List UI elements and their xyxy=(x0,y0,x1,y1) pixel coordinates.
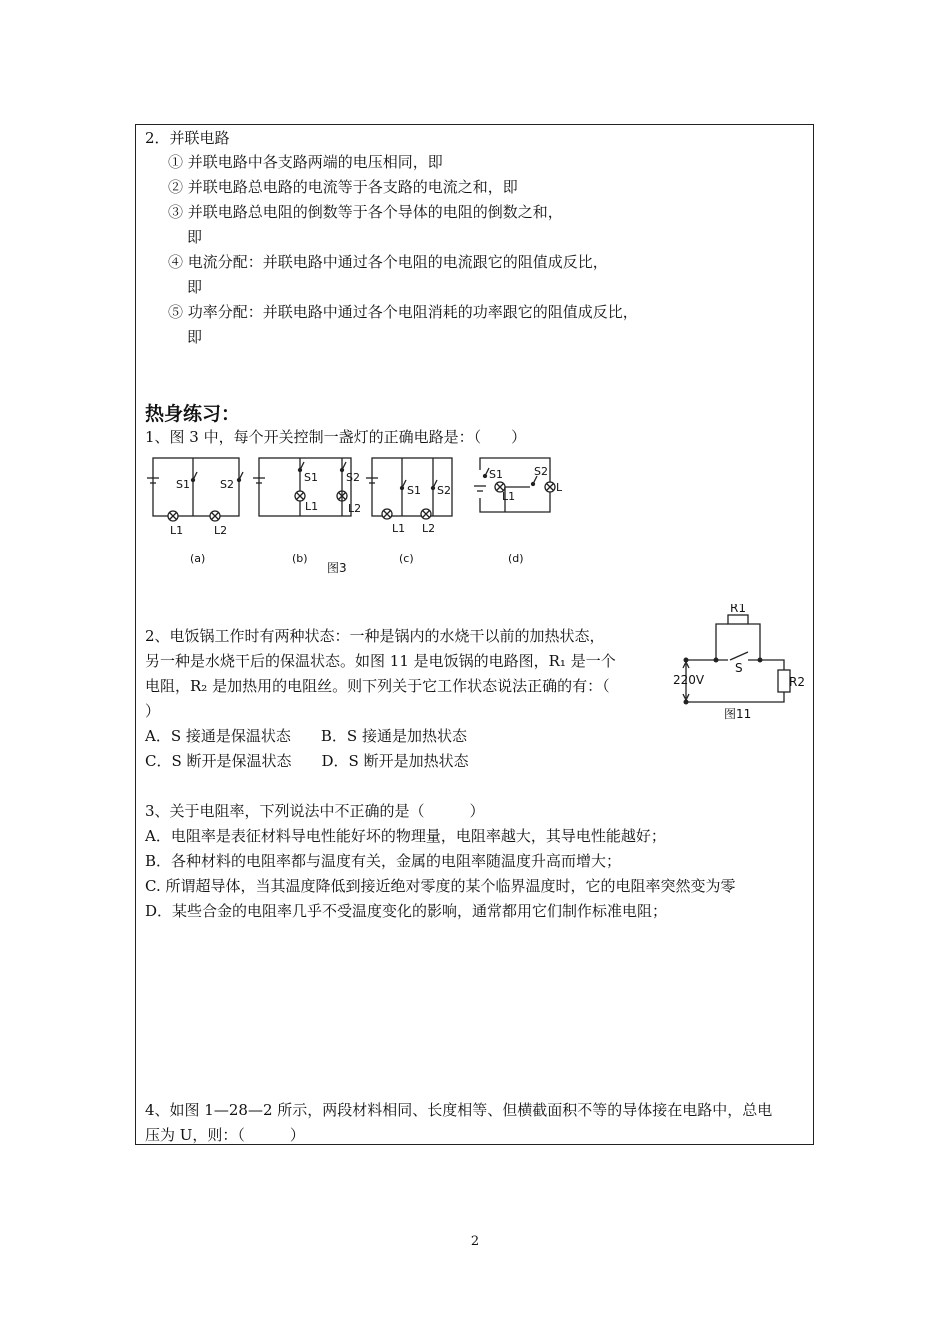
sub-label-c: (c) xyxy=(399,552,414,565)
question-2-line: 另一种是水烧干后的保温状态。如图 11 是电饭锅的电路图，R₁ 是一个 xyxy=(145,652,616,670)
label-s1: S1 xyxy=(407,484,421,497)
label-s2: S2 xyxy=(220,478,234,491)
list-item-continuation: 即 xyxy=(187,228,203,246)
label-l1: L1 xyxy=(502,490,516,503)
sub-label-d: (d) xyxy=(508,552,524,565)
list-item: ⑤ 功率分配：并联电路中通过各个电阻消耗的功率跟它的阻值成反比， xyxy=(168,303,638,321)
label-s2: S2 xyxy=(346,471,360,484)
question-2-line: 电阻，R₂ 是加热用的电阻丝。则下列关于它工作状态说法正确的有：（ xyxy=(145,677,610,695)
question-4-line: 压为 U，则：（ ） xyxy=(145,1126,305,1144)
figure-caption: 图3 xyxy=(327,561,347,575)
list-item-continuation: 即 xyxy=(187,278,203,296)
question-1: 1、图 3 中，每个开关控制一盏灯的正确电路是：（ ） xyxy=(145,428,527,446)
list-item-continuation: 即 xyxy=(187,328,203,346)
option-row: C. 所谓超导体，当其温度降低到接近绝对零度的某个临界温度时，它的电阻率突然变为零 xyxy=(145,877,736,895)
figure-11-circuit xyxy=(668,604,813,724)
option-row: A．S 接通是保温状态 B．S 接通是加热状态 xyxy=(145,727,467,745)
figure-caption: 图11 xyxy=(724,707,752,721)
question-2-line: ） xyxy=(145,702,161,720)
label-s1: S1 xyxy=(489,468,503,481)
label-l1: L1 xyxy=(170,524,184,537)
sub-label-b: (b) xyxy=(292,552,308,565)
list-item: ③ 并联电路总电阻的倒数等于各个导体的电阻的倒数之和， xyxy=(168,203,563,221)
label-r1: R1 xyxy=(730,604,746,615)
label-r2: R2 xyxy=(789,675,805,689)
label-l: L xyxy=(556,481,563,494)
sub-label-a: (a) xyxy=(190,552,206,565)
label-l2: L2 xyxy=(348,502,362,515)
label-l2: L2 xyxy=(422,522,436,535)
label-s2: S2 xyxy=(534,465,548,478)
question-3: 3、关于电阻率，下列说法中不正确的是（ ） xyxy=(145,802,485,820)
label-switch: S xyxy=(735,661,743,675)
section-title: 2．并联电路 xyxy=(145,129,230,147)
option-row: B．各种材料的电阻率都与温度有关，金属的电阻率随温度升高而增大； xyxy=(145,852,622,870)
page-number: 2 xyxy=(470,1234,480,1249)
label-voltage: 220V xyxy=(673,673,705,687)
warmup-heading: 热身练习： xyxy=(145,403,241,425)
label-s2: S2 xyxy=(437,484,451,497)
option-row: D．某些合金的电阻率几乎不受温度变化的影响，通常都用它们制作标准电阻； xyxy=(145,902,668,920)
option-row: A．电阻率是表征材料导电性能好坏的物理量，电阻率越大，其导电性能越好； xyxy=(145,827,666,845)
label-l1: L1 xyxy=(305,500,319,513)
option-row: C．S 断开是保温状态 D．S 断开是加热状态 xyxy=(145,752,469,770)
question-4-line: 4、如图 1—28—2 所示，两段材料相同、长度相等、但横截面积不等的导体接在电路中，总电 xyxy=(145,1101,773,1119)
question-2-line: 2、电饭锅工作时有两种状态：一种是锅内的水烧干以前的加热状态， xyxy=(145,627,605,645)
label-l2: L2 xyxy=(214,524,228,537)
list-item: ① 并联电路中各支路两端的电压相同，即 xyxy=(168,153,443,171)
label-s1: S1 xyxy=(304,471,318,484)
list-item: ④ 电流分配：并联电路中通过各个电阻的电流跟它的阻值成反比， xyxy=(168,253,608,271)
figure-3-circuits xyxy=(140,450,580,580)
label-l1: L1 xyxy=(392,522,406,535)
list-item: ② 并联电路总电路的电流等于各支路的电流之和，即 xyxy=(168,178,518,196)
label-s1: S1 xyxy=(176,478,190,491)
